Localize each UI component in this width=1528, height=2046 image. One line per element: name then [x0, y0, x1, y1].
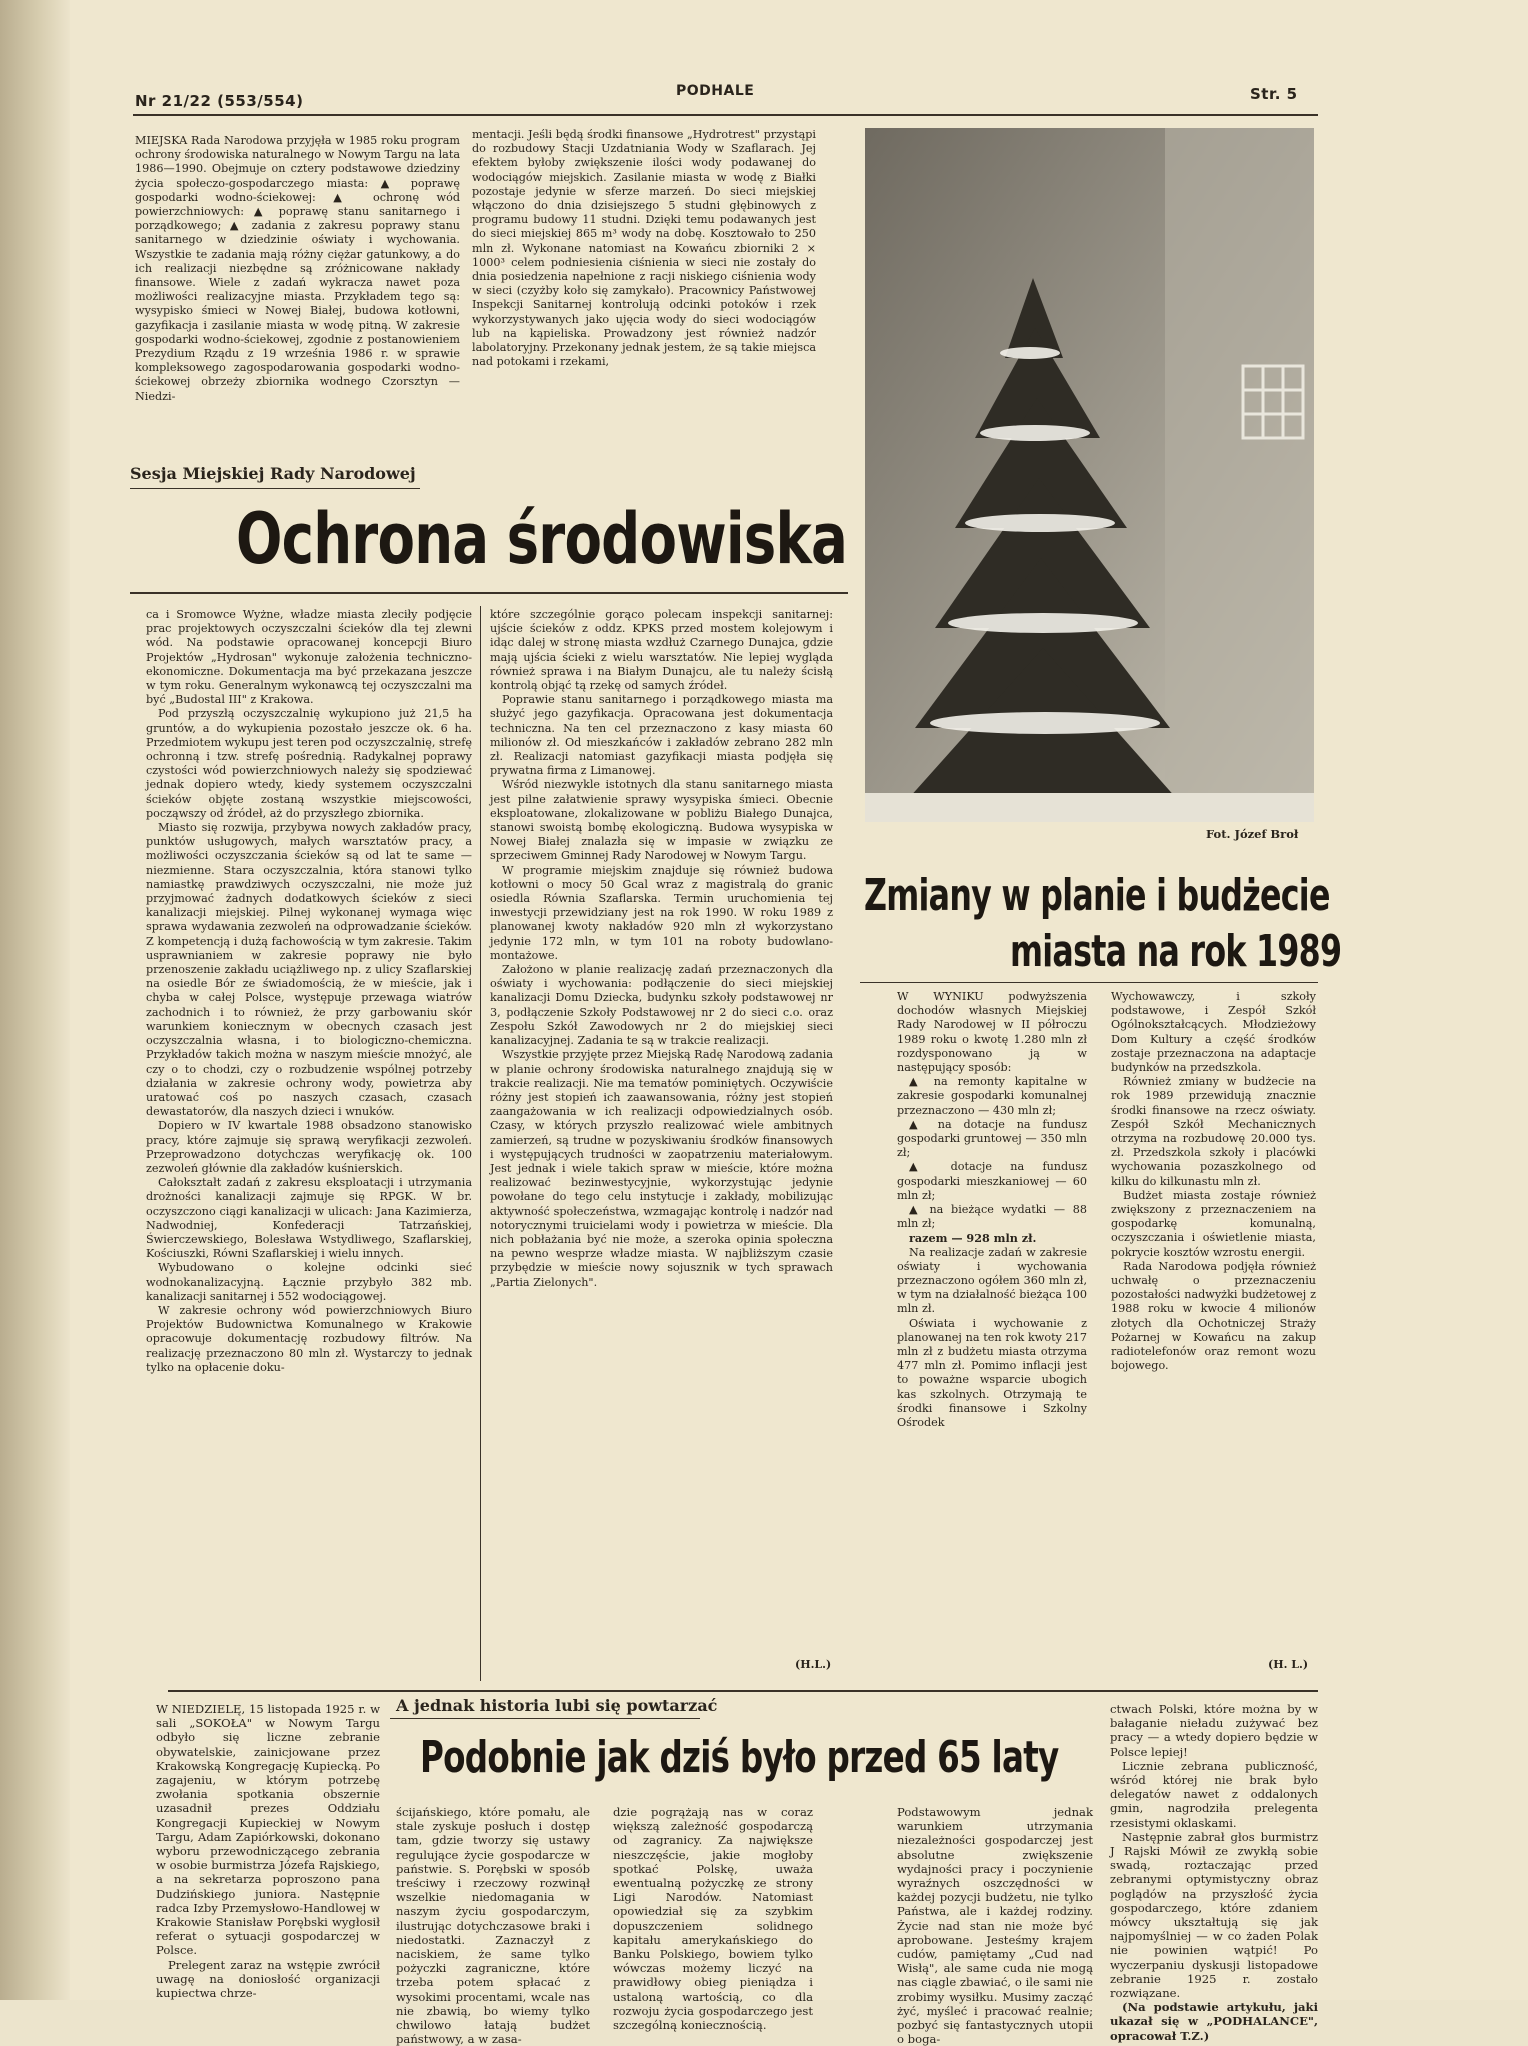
main-col2-para-5: Założono w planie realizację zadań przeznaczonych dla oświaty i wychowania: podłączenie do sieci miejskiej kanalizacji Domu Dziecka, budynku szkoły podstawowej nr 3, podłączenie Szkoły Podstawowej nr 2 do sieci c.o. oraz Zespołu Szkół Zawodowych nr 2 do miejskiej sieci kanalizacyjnej. Zadania te są w trakcie realizacji.	[490, 963, 833, 1048]
top-article-col1	[135, 134, 460, 461]
budget-col2-para-1: Wychowawczy, i szkoły podstawowe, i Zespół Szkół Ogólnokształcących. Młodzieżowy Dom Kultury a część środków zostaje przeznaczona na adaptacje budynków na przedszkola.	[1111, 990, 1316, 1075]
budget-col1-para-1: W WYNIKU podwyższenia dochodów własnych Miejskiej Rady Narodowej w II półroczu 1989 roku o kwotę 1.280 mln zł rozdysponowano ją w następujący sposób:	[897, 990, 1087, 1075]
history-article-col-b	[613, 1805, 813, 2033]
budget-col1-para-4: ▲ dotacje na fundusz gospodarki mieszkaniowej — 60 mln zł;	[897, 1160, 1087, 1202]
page-spine-edge	[0, 0, 70, 2000]
history-right-para-1: ctwach Polski, które można by w bałaganie nieładu zużywać bez pracy — a wtedy dopiero będzie w Polsce lepiej!	[1110, 1702, 1318, 1759]
budget-col1-para-6: razem — 928 mln zł.	[909, 1231, 1037, 1246]
history-article-title: Podobnie jak dziś było przed 65 laty	[420, 1732, 1059, 1783]
kicker-underline	[130, 488, 420, 489]
budget-article-col1	[897, 990, 1087, 1680]
issue-number: Nr 21/22 (553/554)	[135, 92, 304, 110]
header-rule	[133, 114, 1318, 116]
budget-article-title-line1: Zmiany w planie i budżecie	[864, 870, 1330, 921]
main-article-signature: (H.L.)	[795, 1658, 832, 1671]
history-article-left-col	[156, 1702, 380, 2001]
history-right-para-2: Licznie zebrana publiczność, wśród której nie brak było delegatów nawet z oddalonych gmin, nagrodziła prelegenta rzesistymi oklaskami.	[1110, 1758, 1318, 1830]
main-article-title: Ochrona środowiska	[236, 498, 848, 580]
budget-col2-para-4: Rada Narodowa podjęła również uchwałę o przeznaczeniu pozostałości nadwyżki budżetowej z 1988 roku w kwocie 4 milionów złotych dla Ochotniczej Straży Pożarnej w Kowańcu na zakup radiotelefonów oraz remont wozu bojowego.	[1111, 1259, 1316, 1373]
budget-col2-para-2: Również zmiany w budżecie na rok 1989 przewidują znacznie środki finansowe na rzecz oświaty. Zespół Szkół Mechanicznych otrzyma na rozbudowę 20.000 tys. zł. Przedszkola szkoły i placówki wychowania pozaszkolnego od kilku do kilkunastu mln zł.	[1111, 1075, 1316, 1188]
main-col2-para-2: Poprawie stanu sanitarnego i porządkowego miasta ma służyć jego gazyfikacja. Opracowana jest dokumentacja techniczna. Na ten cel przeznaczono z kasy miasta 60 milionów zł. Od mieszkańców i zakładów zebrano 282 mln zł. Realizacji natomiast gazyfikacji miasta podjęła się prywatna firma z Limanowej.	[490, 693, 833, 778]
budget-col1-para-8: Oświata i wychowanie z planowanej na ten rok kwoty 217 mln zł z budżetu miasta otrzyma 477 mln zł. Pomimo inflacji jest to poważne wsparcie ubogich kas szkolnych. Otrzymają te środki finansowe i Szkolny Ośrodek	[897, 1316, 1087, 1430]
main-col1-para-4: Dopiero w IV kwartale 1988 obsadzono stanowisko pracy, które zajmuje się sprawą weryfikacji zezwoleń. Przeprowadzono dotychczas weryfikację ok. 100 zezwoleń głównie dla zakładów kuśnierskich.	[146, 1119, 472, 1175]
main-article-col1	[146, 608, 472, 1688]
budget-article-signature: (H. L.)	[1268, 1658, 1309, 1671]
history-left-para-2: Prelegent zaraz na wstępie zwrócił uwagę na doniosłość organizacji kupiectwa chrze-	[156, 1957, 380, 2001]
history-article-col-c	[897, 1805, 1093, 2046]
main-col2-para-1: które szczególnie gorąco polecam inspekcji sanitarnej: ujście ścieków z oddz. KPKS przed mostem kolejowym i idąc dalej w stronę miasta wzdłuż Czarnego Dunajca, gdzie mają ujścia ścieki z wielu warsztatów. Nie lepiej wygląda również sprawa i na Białym Dunajcu, ale tu należy ścisłą kontrolą objąć tą rzekę od samych źródeł.	[490, 608, 833, 693]
budget-col1-para-3: ▲ na dotacje na fundusz gospodarki gruntowej — 350 mln zł;	[897, 1117, 1087, 1160]
main-col1-para-7: W zakresie ochrony wód powierzchniowych Biuro Projektów Budownictwa Komunalnego w Krakowie opracowuje dokumentację rozbudowy filtrów. Na realizację przeznaczono 80 mln zł. Wystarczy to jednak tylko na opłacenie doku-	[146, 1303, 472, 1374]
history-right-para-3: Następnie zabrał głos burmistrz J Rajski Mówił ze zwykłą sobie swadą, roztaczając przed zebranymi optymistyczny obraz poglądów na przyszłość życia gospodarczego, które zdaniem mówcy ukształtują się jak najpomyślniej — w co żaden Polak nie powinien wątpić! Po wyczerpaniu dyskusji listopadowe zebranie 1925 r. zostało rozwiązane.	[1110, 1829, 1318, 2001]
main-col1-para-2: Pod przyszłą oczyszczalnię wykupiono już 21,5 ha gruntów, a do wykupienia pozostało jeszcze ok. 6 ha. Przedmiotem wykupu jest teren pod oczyszczalnię, strefę ochronną i tzw. strefę pośrednią. Radykalnej poprawy czystości wód powierzchniowych należy się spodziewać jednak dopiero wtedy, kiedy systemem oczyszczalni ścieków objęte zostaną wszystkie miejscowości, począwszy od źródeł, aż do przyszłego zbiornika.	[146, 707, 472, 820]
budget-col1-para-7: Na realizacje zadań w zakresie oświaty i wychowania przeznaczono ogółem 360 mln zł, w tym na działalność bieżąca 100 mln zł.	[897, 1245, 1087, 1316]
history-col-b-text: dzie pogrążają nas w coraz większą zależność gospodarczą od zagranicy. Za największe nieszczęście, jakie mogłoby spotkać Polskę, uważa ewentualną pożyczkę ze strony Ligi Narodów. Natomiast opowiedział się za szybkim dopuszczeniem solidnego kapitału amerykańskiego do Banku Polskiego, bowiem tylko wówczas możemy liczyć na prawidłowy obieg pieniądza i ustaloną wartością, co dla rozwoju życia gospodarczego jest szczególną koniecznością.	[613, 1805, 813, 2033]
main-col1-para-5: Całokształt zadań z zakresu eksploatacji i utrzymania drożności kanalizacji zajmuje się RPGK. W br. oczyszczono ciągi kanalizacji w ulicach: Jana Kazimierza, Nadwodniej, Konfederacji Tatrzańskiej, Świerczewskiego, Bolesława Wstydliwego, Szaflarskiej, Kościuszki, Równi Szaflarskiej i wielu innych.	[146, 1176, 472, 1261]
main-article-col2	[490, 608, 833, 1653]
history-col-c-text: Podstawowym jednak warunkiem utrzymania niezależności gospodarczej jest absolutne zwiększenie wydajności pracy i poczynienie wyraźnych oszczędności w każdej pozycji budżetu, nie tylko Państwa, ale i każdej rodziny. Życie nad stan nie może być aprobowane. Jesteśmy krajem cudów, pamiętamy „Cud nad Wisłą", ale same cuda nie mogą nas ciągle zbawiać, o ile sami nie zrobimy wysiłku. Musimy zacząć żyć, myśleć i pracować realnie; pozbyć się fantastycznych utopii o boga-	[897, 1805, 1093, 2046]
history-right-para-4: (Na podstawie artykułu, jaki ukazał się w „PODHALANCE", opracował T.Z.)	[1110, 2000, 1318, 2043]
budget-article-title-line2: miasta na rok 1989	[1010, 926, 1342, 977]
top-article-text-col1: MIEJSKA Rada Narodowa przyjęła w 1985 roku program ochrony środowiska naturalnego w Nowym Targu na lata 1986—1990. Obejmuje on cztery podstawowe dziedziny życia społeczo-gospodarczego miasta: ▲ poprawę gospodarki wodno-ściekowej: ▲ ochronę wód powierzchniowych: ▲ poprawę stanu sanitarnego i porządkowego; ▲ zadania z zakresu poprawy stanu sanitarnego w dziedzinie oświaty i wychowania. Wszystkie te zadania mają różny ciężar gatunkowy, a do ich realizacji niezbędne są zróżnicowane nakłady finansowe. Wiele z zadań wykracza nawet poza możliwości realizacyjne miasta. Przykładem tego są: wysypisko śmieci w Nowej Białej, budowa kotłowni, gazyfikacja i zasilanie miasta w wodę pitną. W zakresie gospodarki wodno-ściekowej, zgodnie z postanowieniem Prezydium Rządu z 19 września 1986 r. w sprawie kompleksowego zagospodarowania gospodarki wodno-ściekowej obrzeży zbiornika wodnego Czorsztyn — Niedzi-	[135, 134, 460, 403]
budget-col1-para-5: ▲ na bieżące wydatki — 88 mln zł;	[897, 1203, 1087, 1231]
history-article-col-a	[396, 1805, 590, 2046]
budget-col2-para-3: Budżet miasta zostaje również zwiększony z przeznaczeniem na gospodarkę komunalną, oczyszczania i oświetlenie miasta, pokrycie kosztów wzrostu energii.	[1111, 1188, 1316, 1259]
main-col1-para-6: Wybudowano o kolejne odcinki sieć wodnokanalizacyjną. Łącznie przybyło 382 mb. kanalizacji sanitarnej i 552 wodociągowej.	[146, 1261, 472, 1303]
top-article-col2	[472, 128, 816, 462]
budget-title-rule	[860, 982, 1318, 983]
main-article-kicker: Sesja Miejskiej Rady Narodowej	[130, 464, 416, 483]
spruce-tree-image	[865, 128, 1314, 822]
photo-caption: Fot. Józef Broł	[1206, 827, 1299, 841]
history-left-para-1: W NIEDZIELĘ, 15 listopada 1925 r. w sali „SOKOŁA" w Nowym Targu odbyło się liczne zebranie obywatelskie, zainicjowane przez Krakowską Kongregację Kupiecką. Po zagajeniu, w którym potrzebę zwołania spotkania obszernie uzasadnił prezes Oddziału Kongregacji Kupieckiej w Nowym Targu, Adam Zapiórkowski, dokonano wyboru przewodniczącego zebrania w osobie burmistrza Józefa Rajskiego, a na sekretarza poproszono pana Dudzińskiego juniora. Następnie radca Izby Przemysłowo-Handlowej w Krakowie Stanisław Porębski wygłosił referat o sytuacji gospodarczej w Polsce.	[156, 1702, 380, 1958]
main-col1-para-3: Miasto się rozwija, przybywa nowych zakładów pracy, punktów usługowych, małych warsztatów pracy, a możliwości oczyszczania ścieków są od lat te same — niezmienne. Stara oczyszczalnia, która stanowi tylko namiastkę prawdziwych oczyszczalni, nie może już przyjmować żadnych dodatkowych ścieków z sieci kanalizacji miejskiej. Pilnej wykonanej wymaga więc sprawa wydawania zezwoleń na odprowadzanie ścieków. Z kompetencją i dużą fachowością w tym zakresie. Takim usprawnianiem w zakresie poprawy nie było przenoszenie zakładu uciążliwego np. z ulicy Szaflarskiej na osiedle Bór ze świadomością, że w mieście, jak i chyba w całej Polsce, występuje przewaga wiatrów zachodnich i to również, że przy garbowaniu skór warunkiem koniecznym w obecnych czasach jest oczyszczalnia własna, i to biologiczno-chemiczna. Przykładów takich można w naszym mieście mnożyć, ale czy o to chodzi, czy o rozbudzenie wspólnej potrzeby działania w zakresie ochrony wody, powietrza aby uratować coś po naszych czasach, czasach dewastatorów, dla naszych dzieci i wnuków.	[146, 821, 472, 1119]
history-article-right-col	[1110, 1702, 1318, 2043]
main-col2-para-3: Wśród niezwykle istotnych dla stanu sanitarnego miasta jest pilne załatwienie sprawy wysypiska śmieci. Obecnie eksploatowane, zlokalizowane w pobliżu Białego Dunajca, stanowi swoistą bombę ekologiczną. Budowa wysypiska w Nowej Białej znalazła się w impasie w związku ze sprzeciwem Gminnej Rady Narodowej w Nowym Targu.	[490, 778, 833, 863]
main-title-rule	[130, 592, 848, 594]
newspaper-name: PODHALE	[676, 83, 755, 99]
snowy-spruce-photo	[865, 128, 1314, 822]
bottom-section-rule	[168, 1690, 1318, 1692]
budget-col1-para-2: ▲ na remonty kapitalne w zakresie gospodarki komunalnej przeznaczono — 430 mln zł;	[897, 1075, 1087, 1117]
history-col-a-text: ścijańskiego, które pomału, ale stale zyskuje posłuch i dostęp tam, gdzie tworzy się ustawy regulujące życie gospodarcze w państwie. S. Porębski w sposób treściwy i rzeczowy rozwinął wszelkie niedomagania w naszym życiu gospodarczym, ilustrując dotychczasowe braki i niedostatki. Zaznaczył z naciskiem, że same tylko pożyczki zagraniczne, które trzeba potem spłacać z wysokimi procentami, wcale nas nie zbawią, bo wiemy tylko chwilowo łatają budżet państwowy, a w zasa-	[396, 1805, 590, 2046]
main-col2-para-4: W programie miejskim znajduje się również budowa kotłowni o mocy 50 Gcal wraz z magistralą do granic osiedla Równia Szaflarska. Termin uruchomienia tej inwestycji przewidziany jest na rok 1990. W roku 1989 z planowanej kwoty nakładów 920 mln zł wykorzystano jedynie 172 mln, w tym 101 na roboty budowlano-montażowe.	[490, 863, 833, 962]
history-article-kicker: A jednak historia lubi się powtarzać	[396, 1696, 718, 1715]
main-col2-para-6: Wszystkie przyjęte przez Miejską Radę Narodową zadania w planie ochrony środowiska naturalnego znajdują się w trakcie realizacji. Nie ma tematów pominiętych. Oczywiście różny jest stopień ich zaawansowania, różny jest stopień zaangażowania w ich realizacji odpowiedzialnych osób. Czasy, w których przyszło realizować wiele ambitnych zamierzeń, są trudne w pozyskiwaniu środków finansowych i występujących trudności w zaopatrzeniu materiałowym. Jest jednak i wiele takich spraw w mieście, które można realizować bezinwestycyjnie, wykorzystując jedynie powołane do tego celu instytucje i zakłady, mobilizując aktywność społeczeństwa, wzmagając kontrolę i nadzór nad notorycznymi truicielami wody i powietrza w mieście. Dla nich pobłażania być nie może, a szeroka opinia społeczna na pewno wesprze władze miasta. W najbliższym czasie przybędzie w mieście nowy sojusznik w tych sprawach „Partia Zielonych".	[490, 1048, 833, 1289]
main-article-column-divider	[480, 606, 481, 1681]
main-col1-para-1: ca i Sromowce Wyżne, władze miasta zleciły podjęcie prac projektowych oczyszczalni ścieków dla tej zlewni wód. Na podstawie opracowanej koncepcji Biuro Projektów „Hydrosan" wykonuje założenia techniczno-ekonomiczne. Dokumentacja ma być przekazana jeszcze w tym roku. Generalnym wykonawcą tej oczyszczalni ma być „Budostal III" z Krakowa.	[146, 608, 472, 707]
page-number: Str. 5	[1250, 85, 1298, 103]
budget-article-col2	[1111, 990, 1316, 1650]
history-kicker-underline	[390, 1718, 700, 1719]
top-article-text-col2: mentacji. Jeśli będą środki finansowe „Hydrotrest" przystąpi do rozbudowy Stacji Uzdatniania Wody w Szaflarach. Jej efektem byłoby zwiększenie ilości wody podawanej do wodociągów miejskich. Zasilanie miasta w wodę z Białki pozostaje jedynie w sferze marzeń. Do sieci miejskiej włączono do dnia dzisiejszego 5 studni głębinowych z programu budowy 11 studni. Dzięki temu podawanych jest do sieci miejskiej 865 m³ wody na dobę. Kosztowało to 250 mln zł. Wykonane natomiast na Kowańcu zbiorniki 2 × 1000³ celem podniesienia ciśnienia w sieci nie zostały do dnia posiedzenia napełnione z racji niskiego ciśnienia wody w sieci (czyżby koło się zamykało). Pracownicy Państwowej Inspekcji Sanitarnej kontrolują odcinki potoków i rzek wykorzystywanych jako ujęcia wody do sieci wodociągów lub na kąpieliska. Prowadzony jest również nadzór labolatoryjny. Przekonany jednak jestem, że są takie miejsca nad potokami i rzekami,	[472, 128, 816, 369]
